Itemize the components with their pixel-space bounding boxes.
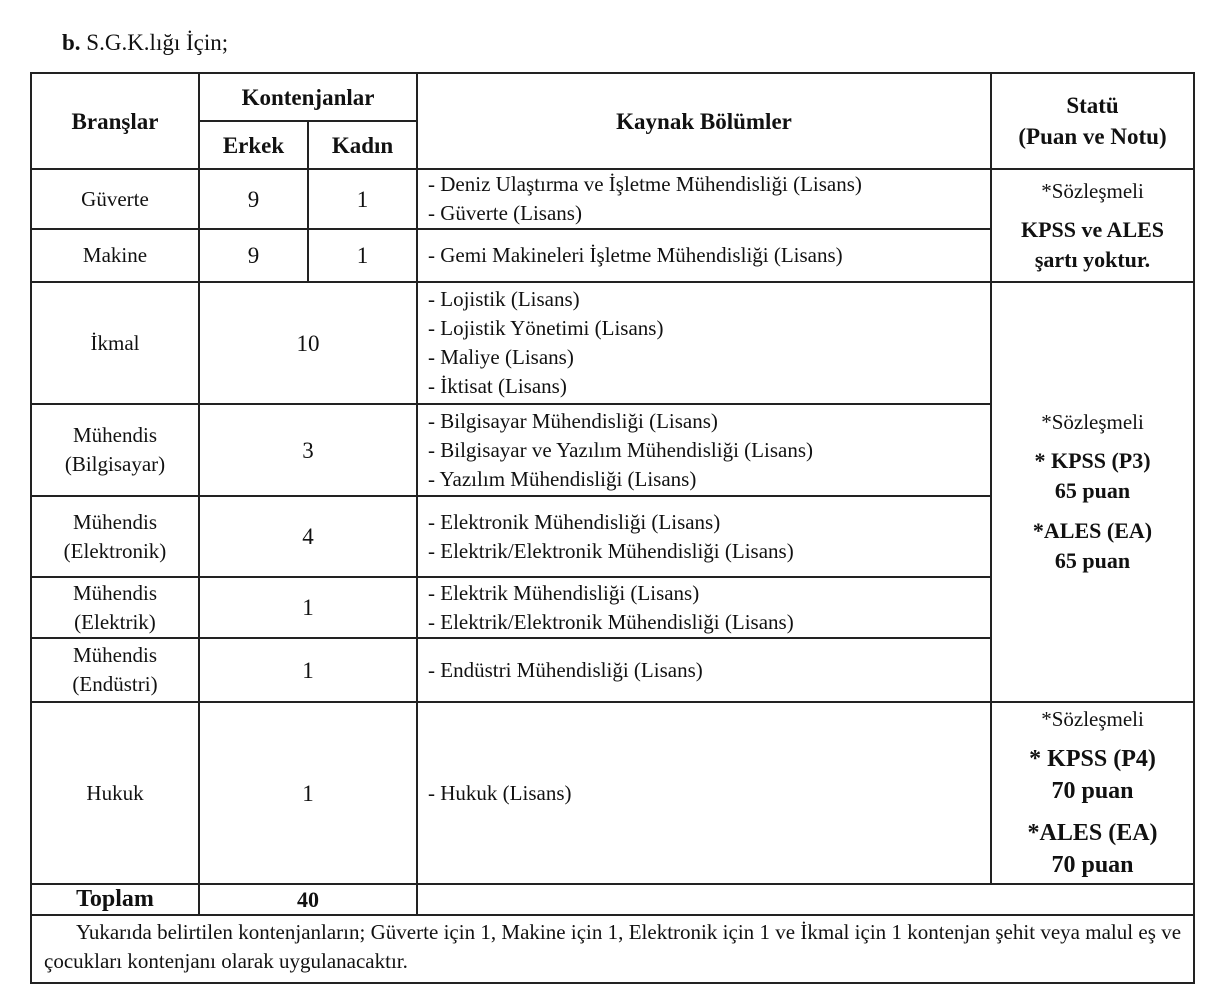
source-item: - İktisat (Lisans) — [428, 374, 567, 398]
source-item: - Elektronik Mühendisliği (Lisans) — [428, 509, 721, 534]
status-requirement: şartı yoktur. — [1034, 246, 1151, 272]
status-kpss-score: 65 puan — [1054, 478, 1131, 503]
section-heading — [62, 30, 228, 56]
footnote-row — [31, 915, 1194, 983]
quota-total: 1 — [199, 702, 417, 884]
header-quota: Kontenjanlar — [199, 73, 417, 121]
section-title: S.G.K.lığı İçin; — [86, 30, 229, 55]
header-branches: Branşlar — [31, 73, 199, 169]
branch-cell: İkmal — [31, 282, 199, 404]
status-cell — [991, 702, 1194, 884]
sources-cell — [417, 404, 991, 496]
header-status-line2: (Puan ve Notu) — [1018, 124, 1167, 149]
status-ales-score: 65 puan — [1054, 548, 1131, 573]
header-male: Erkek — [199, 121, 308, 169]
status-ales-score: 70 puan — [1051, 852, 1134, 878]
branch-line: (Elektrik) — [74, 609, 156, 634]
source-item: - Bilgisayar ve Yazılım Mühendisliği (Lisans) — [428, 437, 813, 462]
status-requirement: KPSS ve ALES — [1020, 216, 1165, 242]
table-row — [31, 169, 1194, 229]
branch-line: Mühendis — [73, 509, 157, 534]
status-type: *Sözleşmeli — [1041, 178, 1144, 203]
sources-cell — [417, 282, 991, 404]
sources-cell — [417, 577, 991, 638]
sources-cell — [417, 496, 991, 577]
male-count: 9 — [199, 229, 308, 282]
source-item: - Maliye (Lisans) — [428, 345, 574, 369]
header-female: Kadın — [308, 121, 417, 169]
quota-total: 1 — [199, 638, 417, 702]
branch-line: Mühendis — [73, 580, 157, 605]
status-kpss-score: 70 puan — [1051, 778, 1134, 804]
branch-cell: Makine — [31, 229, 199, 282]
total-label: Toplam — [31, 884, 199, 915]
status-cell — [991, 282, 1194, 702]
branch-cell — [31, 638, 199, 702]
branch-cell — [31, 577, 199, 638]
sources-cell — [417, 229, 991, 282]
status-type: *Sözleşmeli — [1041, 707, 1144, 731]
footnote: Yukarıda belirtilen kontenjanların; Güverte için 1, Makine için 1, Elektronik için 1 ve İkmal için 1 kontenjan şehit veya malul eş ve çocukları kontenjanı olarak uygulanacaktır. — [31, 915, 1194, 983]
source-item: - Bilgisayar Mühendisliği (Lisans) — [428, 408, 718, 433]
section-letter: b. — [62, 30, 81, 55]
quota-total: 10 — [199, 282, 417, 404]
source-item: - Deniz Ulaştırma ve İşletme Mühendisliği (Lisans) — [428, 172, 862, 196]
sources-cell — [417, 702, 991, 884]
quota-total: 4 — [199, 496, 417, 577]
branch-line: Mühendis — [73, 423, 157, 447]
total-empty — [417, 884, 1194, 915]
female-count: 1 — [308, 169, 417, 229]
quota-total: 1 — [199, 577, 417, 638]
source-item: - Elektrik Mühendisliği (Lisans) — [428, 580, 700, 605]
source-item: - Lojistik Yönetimi (Lisans) — [428, 316, 664, 340]
branch-line: (Endüstri) — [72, 672, 158, 696]
sources-cell — [417, 169, 991, 229]
header-sources: Kaynak Bölümler — [417, 73, 991, 169]
total-row — [31, 884, 1194, 915]
source-item: - Endüstri Mühendisliği (Lisans) — [428, 657, 703, 682]
branch-line: (Elektronik) — [63, 538, 167, 563]
header-status — [991, 73, 1194, 169]
source-item: - Lojistik (Lisans) — [428, 287, 580, 311]
source-item: - Güverte (Lisans) — [428, 201, 582, 225]
male-count: 9 — [199, 169, 308, 229]
header-status-line1: Statü — [1066, 93, 1119, 118]
branch-cell — [31, 404, 199, 496]
status-ales: *ALES (EA) — [1032, 518, 1153, 543]
status-cell — [991, 169, 1194, 282]
branch-cell: Güverte — [31, 169, 199, 229]
branch-cell — [31, 496, 199, 577]
total-value: 40 — [199, 884, 417, 915]
source-item: - Elektrik/Elektronik Mühendisliği (Lisans) — [428, 538, 794, 563]
quota-total: 3 — [199, 404, 417, 496]
sources-cell — [417, 638, 991, 702]
source-item: - Hukuk (Lisans) — [428, 780, 572, 805]
table-row — [31, 702, 1194, 884]
status-type: *Sözleşmeli — [1041, 410, 1144, 434]
branch-cell: Hukuk — [31, 702, 199, 884]
branch-line: Mühendis — [73, 643, 157, 667]
source-item: - Elektrik/Elektronik Mühendisliği (Lisans) — [428, 609, 794, 634]
branch-line: (Bilgisayar) — [64, 452, 166, 476]
status-kpss: * KPSS (P4) — [1029, 746, 1156, 772]
table-row — [31, 282, 1194, 404]
quota-table — [30, 72, 1195, 984]
status-ales: *ALES (EA) — [1027, 820, 1158, 846]
source-item: - Gemi Makineleri İşletme Mühendisliği (Lisans) — [428, 243, 843, 267]
female-count: 1 — [308, 229, 417, 282]
source-item: - Yazılım Mühendisliği (Lisans) — [428, 466, 697, 491]
status-kpss: * KPSS (P3) — [1034, 448, 1151, 473]
